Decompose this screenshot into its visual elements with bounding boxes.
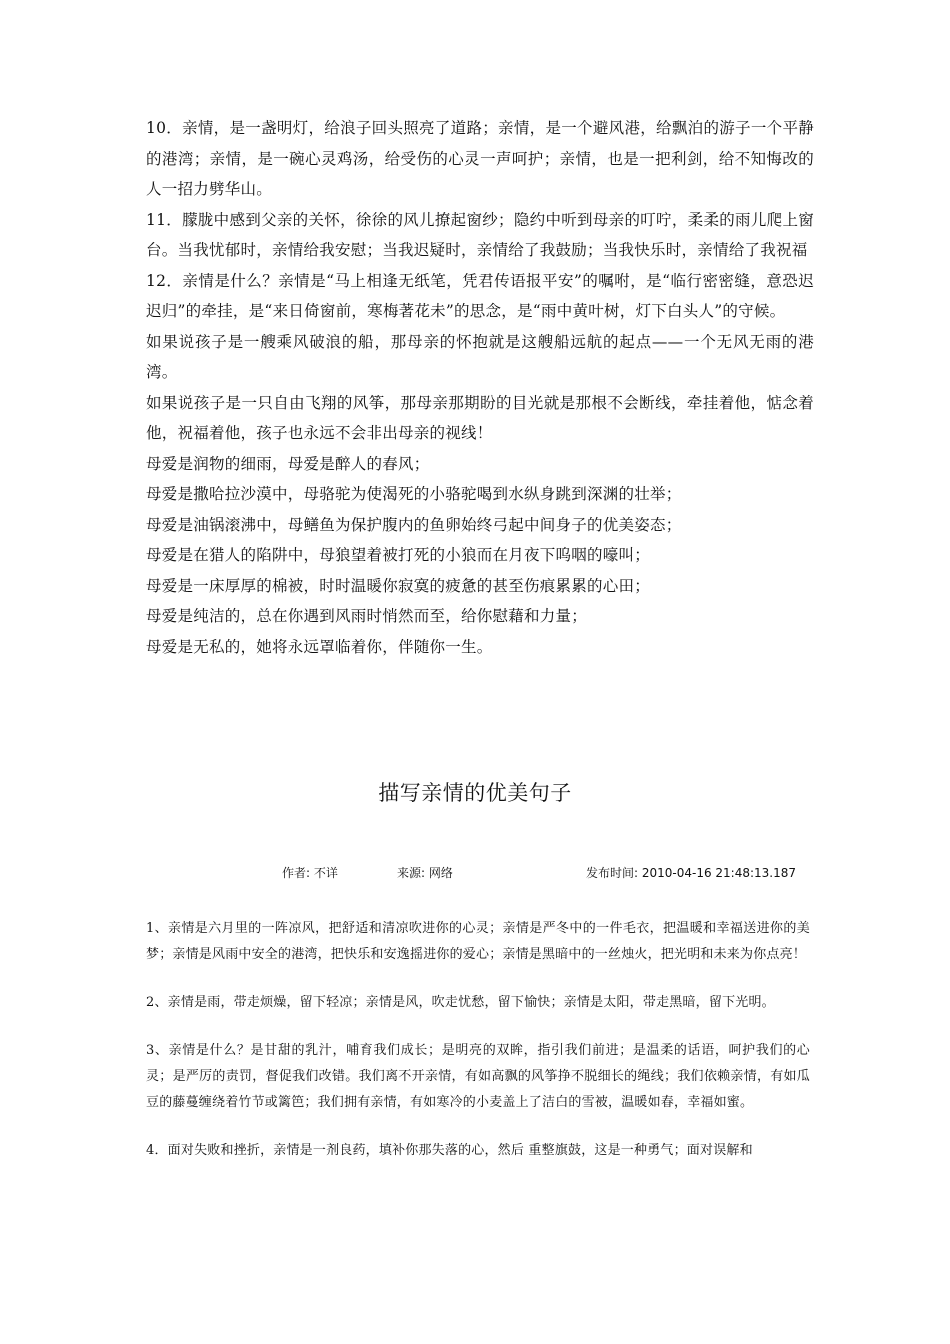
paragraph: 母爱是无私的，她将永远罩临着你，伴随你一生。: [146, 637, 493, 656]
article-title: 描写亲情的优美句子: [378, 781, 572, 805]
paragraph: 2、亲情是雨，带走烦燥，留下轻凉；亲情是风，吹走忧愁，留下愉快；亲情是太阳，带走黑暗，留下光明。: [146, 995, 775, 1010]
paragraph: 4．面对失败和挫折，亲情是一剂良药，填补你那失落的心，然后 重整旗鼓，这是一种勇气；面对误解和: [146, 1143, 753, 1158]
paragraph: 12．亲情是什么？亲情是“马上相逢无纸笔，凭君传语报平安”的嘱咐，是“临行密密缝，意恐迟迟归”的牵挂，是“来日倚窗前，寒梅著花未”的思念，是“雨中黄叶树，灯下白头人”的守候。: [146, 271, 814, 320]
paragraph: 母爱是在猎人的陷阱中，母狼望着被打死的小狼而在月夜下呜咽的嚎叫；: [146, 546, 651, 564]
paragraph: 母爱是纯洁的，总在你遇到风雨时悄然而至，给你慰藉和力量；: [146, 607, 588, 625]
paragraph: 如果说孩子是一艘乘风破浪的船，那母亲的怀抱就是这艘船远航的起点——一个无风无雨的港湾。: [146, 332, 814, 381]
author-meta: 作者: 不详: [282, 866, 338, 880]
paragraph: 3、亲情是什么？是甘甜的乳汁，哺育我们成长；是明亮的双眸，指引我们前进；是温柔的话语，呵护我们的心灵；是严厉的责罚，督促我们改错。我们离不开亲情，有如高飘的风筝挣不脱细长的绳线；我们依赖亲情，有如瓜豆的藤蔓缠绕着竹节或篱笆；我们拥有亲情，有如寒冷的小麦盖上了洁白的雪被，温暖如春，幸福如蜜。: [146, 1043, 810, 1110]
publish-time-meta: 发布时间: 2010-04-16 21:48:13.187: [586, 866, 797, 880]
paragraph: 母爱是撒哈拉沙漠中，母骆驼为使渴死的小骆驼喝到水纵身跳到深渊的壮举；: [146, 485, 682, 503]
lower-text-block: [146, 916, 810, 1186]
paragraph: 母爱是油锅滚沸中，母鳝鱼为保护腹内的鱼卵始终弓起中间身子的优美姿态；: [146, 515, 682, 534]
paragraph: 1、亲情是六月里的一阵凉风，把舒适和清凉吹进你的心灵；亲情是严冬中的一件毛衣，把温暖和幸福送进你的美梦；亲情是风雨中安全的港湾，把快乐和安逸摇进你的爱心；亲情是黑暗中的一丝烛火，把光明和未来为你点亮！: [146, 921, 810, 962]
paragraph: 母爱是一床厚厚的棉被，时时温暖你寂寞的疲惫的甚至伤痕累累的心田；: [146, 576, 651, 595]
paragraph: 10．亲情，是一盏明灯，给浪子回头照亮了道路；亲情，是一个避风港，给飘泊的游子一个平静的港湾；亲情，是一碗心灵鸡汤，给受伤的心灵一声呵护；亲情，也是一把利剑，给不知悔改的人一招力劈华山。: [146, 119, 814, 198]
paragraph: 如果说孩子是一只自由飞翔的风筝，那母亲那期盼的目光就是那根不会断线，牵挂着他，惦念着他，祝福着他，孩子也永远不会非出母亲的视线！: [146, 393, 814, 442]
source-meta: 来源: 网络: [397, 866, 453, 880]
upper-text-block: [146, 113, 814, 662]
paragraph: 11．朦胧中感到父亲的关怀，徐徐的风儿撩起窗纱；隐约中听到母亲的叮咛，柔柔的雨儿爬上窗台。当我忧郁时，亲情给我安慰；当我迟疑时，亲情给了我鼓励；当我快乐时，亲情给了我祝福: [146, 210, 814, 259]
paragraph: 母爱是润物的细雨，母爱是醉人的春风；: [146, 454, 430, 473]
